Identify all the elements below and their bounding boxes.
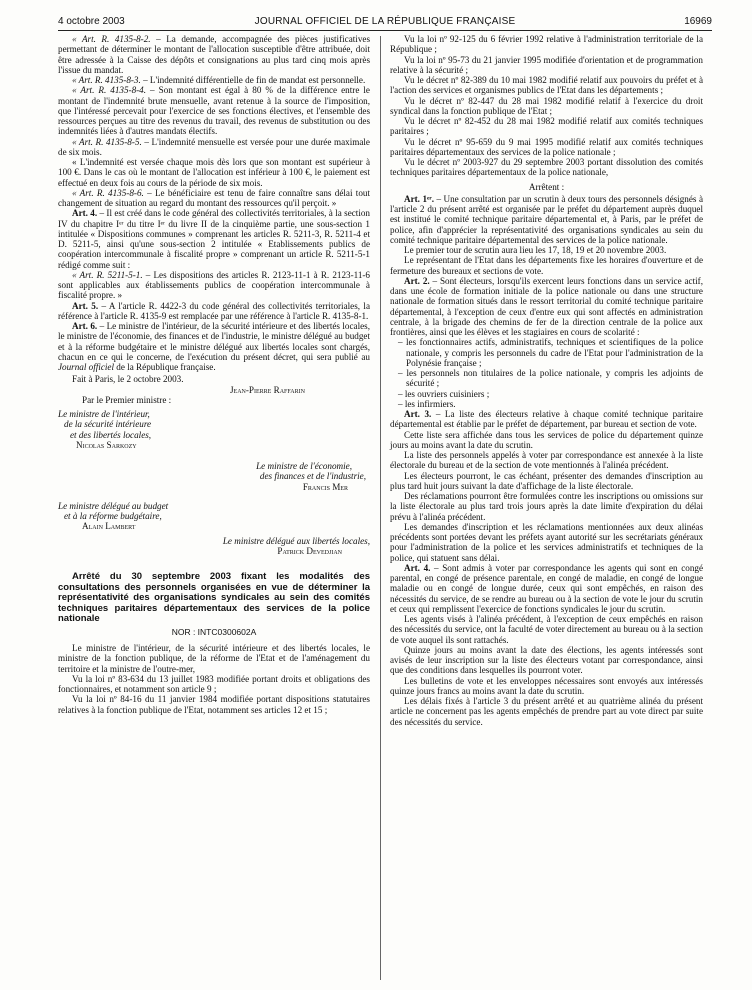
paragraph: Les agents visés à l'alinéa précédent, à l'exception de ceux empêchés en raison des nécessités du service, ont la faculté de voter directement au bureau ou à la section de vote auquel ils sont rattachés. [390, 614, 703, 645]
visa: Vu le décret nº 82-452 du 28 mai 1982 modifié relatif aux comités techniques paritaires ; [390, 116, 703, 137]
paragraph: La liste des personnels appelés à voter par correspondance est annexée à la liste électorale du bureau et de la section de vote mentionnés à l'alinéa précédent. [390, 450, 703, 471]
paragraph: Les demandes d'inscription et les réclamations mentionnées aux deux alinéas précédents sont portées devant les préfets ayant autorité sur les secrétariats généraux pour l'administration de la police et les services administratifs et techniques de la police, qui statuent sans délai. [390, 521, 703, 563]
arrete-title: Arrêté du 30 septembre 2003 fixant les modalités des consultations des personnels organisées en vue de déterminer la représentativité des organisations syndicales au sein des comités techniques paritaires départementaux des services de la police nationale [58, 571, 370, 625]
visa: Vu le décret nº 95-659 du 9 mai 1995 modifié relatif aux comités techniques paritaires départementaux des services de la police nationale ; [390, 136, 703, 157]
list-item: – les fonctionnaires actifs, administratifs, techniques et scientifiques de la police nationale, y compris les personnels du cadre de l'Etat pour l'administration de la Polynésie française ; [398, 337, 703, 368]
left-column [58, 34, 370, 715]
paragraph: « Art. R. 4135-8-2. – La demande, accompagnée des pièces justificatives permettant de déterminer le montant de l'allocation susceptible d'être attribuée, doit être adressée à la Caisse des dépôts et consignations au plus tard cinq mois après l'issue du mandat. [58, 34, 370, 75]
signature-block-economy [58, 461, 370, 492]
paragraph: « Art. R. 4135-8-6. – Le bénéficiaire est tenu de faire connaître sans délai tout changement de situation au regard du montant des ressources qu'il perçoit. » [58, 187, 370, 208]
paragraph: Le ministre de l'intérieur, de la sécurité intérieure et des libertés locales, le ministre de la fonction publique, de la réforme de l'Etat et de l'aménagement du territoire et la ministre de l'outre-mer, [58, 643, 370, 674]
list-item: – les personnels non titulaires de la police nationale, y compris les adjoints de sécurité ; [398, 368, 703, 389]
list-item: – les infirmiers. [398, 399, 703, 409]
signature-block-interior [58, 409, 370, 450]
paragraph: Le premier tour de scrutin aura lieu les 17, 18, 19 et 20 novembre 2003. [404, 245, 667, 255]
signature-name: Francis Mer [302, 481, 348, 492]
signature-title: Le ministre délégué au budget [58, 500, 169, 511]
signature-name: Patrick Devedjian [277, 545, 342, 556]
header-journal-title: JOURNAL OFFICIEL DE LA RÉPUBLIQUE FRANÇAISE [254, 16, 516, 27]
paragraph: « Art. R. 4135-8-4. – Son montant est égal à 80 % de la différence entre le montant de l'indemnité brute mensuelle, avant retenue à la source de l'imposition, que l'intéressé percevait pour l'exercice de ses fonctions électives, et l'ensemble des ressources perçues au titre des revenus du travail, des revenus de substitution ou des indemnités liées à d'autres mandats électifs. [58, 85, 370, 137]
nor-reference: NOR : INTC0300602A [171, 626, 257, 637]
article-5: Art. 5. – A l'article R. 4422-3 du code général des collectivités territoriales, la référence à l'article R. 4135-9 est remplacée par une référence à l'article R. 4135-8-1. [58, 300, 370, 321]
paragraph: Quinze jours au moins avant la date des élections, les agents intéressés sont avisés de leur inscription sur la liste des électeurs votant par correspondance, ainsi que des conditions dans lesquelles ils pourront voter. [390, 644, 703, 676]
paragraph: « Art. R. 4135-8-3. – L'indemnité différentielle de fin de mandat est personnelle. [72, 75, 366, 85]
visa: Vu la loi nº 92-125 du 6 février 1992 relative à l'administration territoriale de la République ; [390, 34, 703, 55]
fait-a-paris: Fait à Paris, le 2 octobre 2003. [72, 374, 184, 385]
paragraph: Cette liste sera affichée dans tous les services de police du département quinze jours au moins avant la date du scrutin. [390, 429, 703, 450]
header-rule [58, 30, 712, 31]
paragraph: « Art. R. 4135-8-5. – L'indemnité mensuelle est versée pour une durée maximale de six mois. [58, 136, 370, 157]
signature-name: Alain Lambert [82, 521, 136, 532]
signature-title: et des libertés locales, [70, 429, 152, 440]
arretent-heading: Arrêtent : [528, 181, 565, 192]
header-page-number: 16969 [684, 16, 712, 27]
signature-title: Le ministre délégué aux libertés locales, [222, 535, 370, 546]
paragraph: Les bulletins de vote et les enveloppes nécessaires sont envoyés aux intéressés quinze jours francs au moins avant la date du scrutin. [390, 675, 703, 696]
visa: Vu le décret nº 82-447 du 28 mai 1982 modifié relatif à l'exercice du droit syndical dans la fonction publique de l'Etat ; [390, 95, 703, 116]
article-4: Art. 4. – Il est créé dans le code général des collectivités territoriales, à la section IV du chapitre Iᵉʳ du titre Iᵉʳ du livre II de la cinquième partie, une sous-section 1 intitulée « Dispositions communes » comprenant les articles R. 5211-3, R. 5211-4 et D. 5211-5, ainsi qu'une sous-section 2 intitulée « Etablissements publics de coopération intercommunale à fiscalité propre » comprenant un article R. 5211-5-1 rédigé comme suit : [58, 208, 370, 270]
visa: Vu le décret nº 2003-927 du 29 septembre 2003 portant dissolution des comités techniques paritaires départementaux de la police nationale, [390, 157, 703, 178]
paragraph: « L'indemnité est versée chaque mois dès lors que son montant est supérieur à 100 €. Dans le cas où le montant de l'allocation est inférieur à 100 €, le paiement est effectué en deux fois au cours de la période de six mois. [58, 157, 370, 188]
right-column [390, 34, 703, 727]
paragraph: Les délais fixés à l'article 3 du présent arrêté et au quatrième alinéa du présent article ne concernent pas les agents empêchés de prendre part au vote direct par suite des nécessités du service. [390, 696, 703, 727]
signature-title: et à la réforme budgétaire, [64, 511, 162, 521]
article-1: Art. 1ᵉʳ. – Une consultation par un scrutin à deux tours des personnels désignés à l'article 2 du présent arrêté est organisée par le préfet du département auprès duquel est institué le comité technique paritaire départemental et, à Paris, par le préfet de police, afin d'apprécier la représentativité des organisations syndicales au sein du comité technique paritaire départemental des services de la police nationale. [390, 193, 703, 245]
signature-name: Nicolas Sarkozy [76, 439, 137, 450]
paragraph: Le représentant de l'Etat dans les départements fixe les horaires d'ouverture et de fermeture des bureaux et sections de vote. [390, 255, 703, 276]
signature-title: de la sécurité intérieure [64, 419, 152, 430]
signature-title: Le ministre de l'intérieur, [58, 409, 150, 419]
article-2: Art. 2. – Sont électeurs, lorsqu'ils exercent leurs fonctions dans un service actif, dans une école de formation initiale de la police nationale ou dans une structure nationale de formation situés dans le ressort territorial du comité technique paritaire départemental, à l'exception de ceux d'entre eux qui sont affectés en administration centrale, à la brigade des chemins de fer de la direction centrale de la police aux frontières, ainsi que les élèves et les stagiaires en cours de scolarité : [390, 275, 703, 337]
paragraph: Des réclamations pourront être formulées contre les inscriptions ou omissions sur la liste électorale au plus tard trois jours après la date limite d'expiration du délai prévu à l'alinéa précédent. [390, 491, 703, 522]
visa: Vu la loi nº 84-16 du 11 janvier 1984 modifiée portant dispositions statutaires relatives à la fonction publique de l'Etat, notamment ses articles 12 et 15 ; [58, 694, 370, 715]
signature-title: Le ministre de l'économie, [256, 461, 352, 471]
list-item: – les ouvriers cuisiniers ; [398, 389, 703, 399]
par-premier-ministre: Par le Premier ministre : [82, 394, 172, 405]
electors-list [390, 337, 703, 409]
paragraph: « Art. R. 5211-5-1. – Les dispositions des articles R. 2123-11-1 à R. 2123-11-6 sont applicables aux établissements publics de coopération intercommunale à fiscalité propre. » [58, 269, 370, 301]
visa: Vu la loi nº 83-634 du 13 juillet 1983 modifiée portant droits et obligations des fonctionnaires, et notamment son article 9 ; [58, 673, 370, 695]
visa: Vu la loi nº 95-73 du 21 janvier 1995 modifiée d'orientation et de programmation relative à la sécurité ; [390, 54, 703, 75]
visa: Vu le décret nº 82-389 du 10 mai 1982 modifié relatif aux pouvoirs du préfet et à l'action des services et organismes publics de l'Etat dans les départements ; [390, 75, 703, 96]
article-3: Art. 3. – La liste des électeurs relative à chaque comité technique paritaire départemental est établie par le préfet de département, par bureau et section de vote. [390, 409, 703, 430]
article-4: Art. 4. – Sont admis à voter par correspondance les agents qui sont en congé parental, en congé de présence parentale, en congé de maladie, en congé de longue maladie ou en congé de longue durée, ceux qui sont empêchés, en raison des nécessités du service, de se rendre au bureau ou à la section de vote le jour du scrutin et ceux qui remplissent l'exercice de fonctions syndicales le jour du scrutin. [390, 562, 703, 614]
header-date: 4 octobre 2003 [58, 16, 125, 27]
signature-block-budget [58, 501, 370, 532]
column-divider [380, 36, 381, 980]
article-6: Art. 6. – Le ministre de l'intérieur, de la sécurité intérieure et des libertés locales, le ministre de l'économie, des finances et de l'industrie, le ministre délégué au budget et à la réforme budgétaire et le ministre délégué aux libertés locales sont chargés, chacun en ce qui le concerne, de l'exécution du présent décret, qui sera publié au Journal officiel de la République française. [58, 321, 370, 372]
paragraph: Les électeurs pourront, le cas échéant, présenter des demandes d'inscription au plus tard huit jours suivant la date d'affichage de la liste électorale. [390, 470, 703, 491]
signature-pm: Jean-Pierre Raffarin [230, 384, 305, 395]
signature-title: des finances et de l'industrie, [259, 471, 366, 482]
signature-block-local [58, 536, 370, 557]
